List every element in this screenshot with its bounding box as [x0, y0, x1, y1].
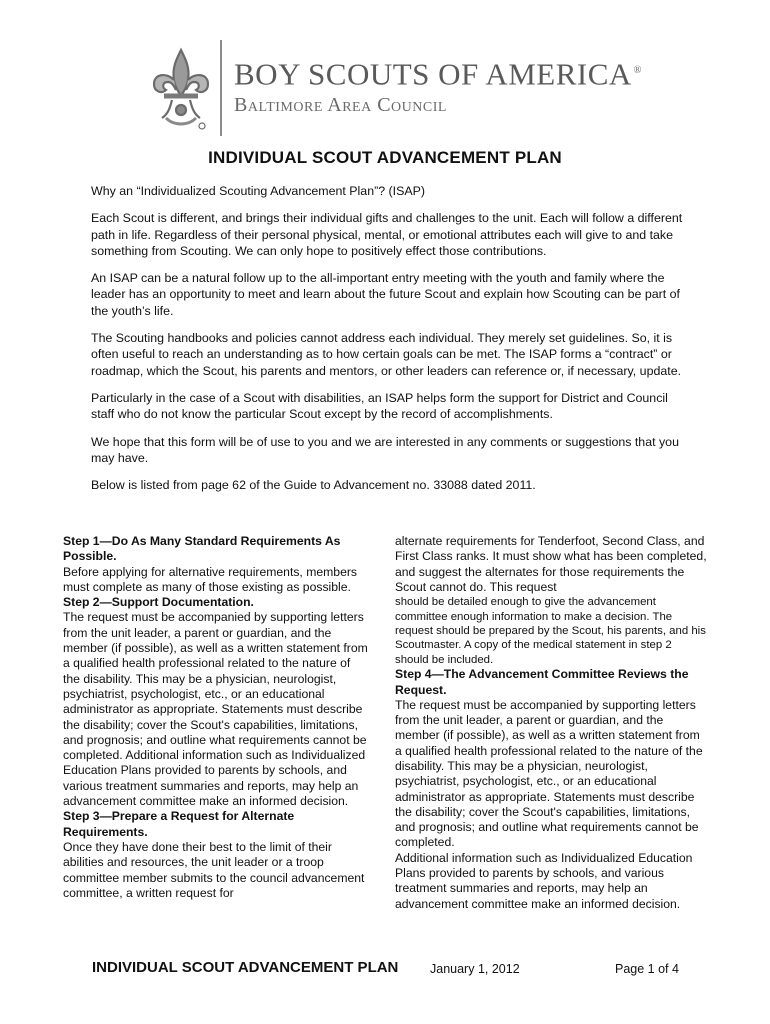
fleur-de-lis-emblem-icon — [148, 46, 214, 132]
intro-paragraph: An ISAP can be a natural follow up to the all-important entry meeting with the youth and family where the leader has an opportunity to meet and learn about the future Scout and explain how Scouting can be part of the youth’s life. — [91, 271, 680, 318]
registered-mark: ® — [633, 65, 642, 76]
step3-body: Once they have done their best to the limit of their abilities and resources, the unit leader or a troop committee member submits to the council advancement committee, a written request for — [63, 839, 365, 900]
step2-heading: Step 2—Support Documentation. — [63, 595, 254, 610]
left-column — [63, 534, 368, 901]
logo-text — [234, 54, 642, 117]
document-title: INDIVIDUAL SCOUT ADVANCEMENT PLAN — [208, 148, 562, 167]
step2-body: The request must be accompanied by supporting letters from the unit leader, a parent or guardian, and the member (if possible), as well as a written statement from a qualified health professional related to the nature of the disability. This may be a physician, neurologist, psychiatrist, psychologist, etc., or an educational administrator as appropriate. Statements must describe the disability; cover the Scout's capabilities, limitations, and prognosis; and outline what requirements cannot be completed. Additional information such as Individualized Education Plans provided to parents by schools, and various treatment summaries and reports, may help an advancement committee make an informed decision. — [63, 610, 368, 809]
bsa-logo — [148, 40, 642, 140]
intro-paragraph: Below is listed from page 62 of the Guide to Advancement no. 33088 dated 2011. — [91, 478, 536, 493]
step4-additional: Additional information such as Individualized Education Plans provided to parents by schools, and various treatment summaries and reports, may help an advancement committee make an informed decision. — [395, 850, 693, 911]
step4-heading: Step 4—The Advancement Committee Reviews the Request. — [395, 667, 689, 697]
intro-paragraph: Each Scout is different, and brings their individual gifts and challenges to the unit. Each will follow a different path in life. Regardless of their personal physical, mental, or emotional attributes each will give to and take something from Scouting. We can only hope to positively effect those contributions. — [91, 211, 683, 258]
right-column — [395, 534, 707, 912]
logo-divider — [220, 40, 222, 136]
footer-title: INDIVIDUAL SCOUT ADVANCEMENT PLAN — [92, 959, 399, 976]
intro-paragraph: Particularly in the case of a Scout with disabilities, an ISAP helps form the support for District and Council staff who do not know the particular Scout except by the record of accomplishments. — [91, 390, 668, 422]
council-name: Baltimore Area Council — [234, 94, 447, 117]
intro-paragraph: We hope that this form will be of use to you and we are interested in any comments or suggestions that you may have. — [91, 434, 679, 465]
footer-date: January 1, 2012 — [430, 962, 520, 976]
intro-paragraph: The Scouting handbooks and policies cannot address each individual. They merely set guidelines. So, it is often useful to reach an understanding as to how certain goals can be met. The ISAP forms a “contract” or roadmap, which the Scout, his parents and mentors, or other leaders can reference or, if necessary, update. — [91, 331, 682, 378]
intro-question: Why an “Individualized Scouting Advancement Plan”? (ISAP) — [91, 184, 426, 198]
intro-section — [91, 183, 691, 504]
step3-continued-detail: should be detailed enough to give the advancement committee enough information to make a decision. The request should be prepared by the Scout, his parents, and his Scoutmaster. A copy of the medical statement in step 2 should be included. — [395, 596, 706, 666]
org-name — [234, 54, 642, 91]
step3-heading: Step 3—Prepare a Request for Alternate Requirements. — [63, 809, 295, 839]
step1-heading: Step 1—Do As Many Standard Requirements As Possible. — [63, 534, 341, 564]
page-number: Page 1 of 4 — [615, 962, 679, 976]
step4-body: The request must be accompanied by supporting letters from the unit leader, a parent or guardian, and the member (if possible), as well as a written statement from a qualified health professional related to the nature of the disability. This may be a physician, neurologist, psychiatrist, psychologist, etc., or an educational administrator as appropriate. Statements must describe the disability; cover the Scout's capabilities, limitations, and prognosis; and outline what requirements cannot be completed. — [395, 697, 703, 850]
step1-body: Before applying for alternative requirements, members must complete as many of those existing as possible. — [63, 564, 357, 594]
org-name-text: BOY SCOUTS OF AMERICA — [234, 56, 632, 92]
step3-continued: alternate requirements for Tenderfoot, Second Class, and First Class ranks. It must show what has been completed, and suggest the alternates for those requirements the Scout cannot do. This request — [395, 534, 707, 594]
